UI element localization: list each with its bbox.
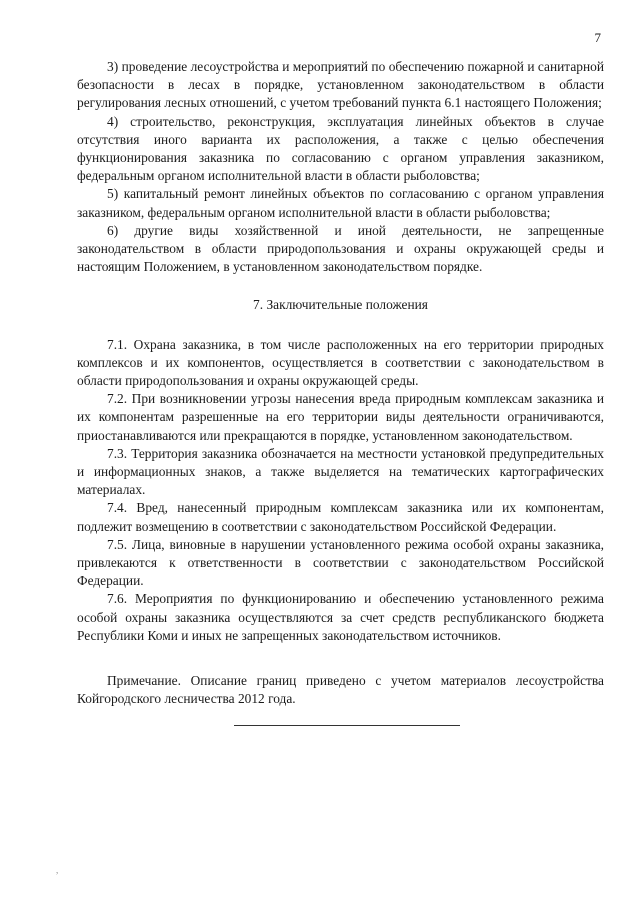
scan-mark: ,: [56, 865, 59, 875]
note-paragraph: Примечание. Описание границ приведено с учетом материалов лесоустройства Койгородского лесничества 2012 года.: [77, 673, 604, 707]
provision-paragraph: 7.1. Охрана заказника, в том числе расположенных на его территории природных комплексов и их компонентов, осуществляется в соответствии с законодательством в области природопользования и охраны окружающей среды.: [77, 336, 604, 389]
page-number: 7: [594, 30, 601, 45]
provision-paragraph: 7.2. При возникновении угрозы нанесения вреда природным комплексам заказника и их компонентам разрешенные на его территории виды деятельности ограничиваются, приостанавливаются или прекращаются в порядке, установленном законодательством.: [77, 391, 604, 443]
provision-paragraph: 7.4. Вред, нанесенный природным комплексам заказника или их компонентам, подлежит возмещению в соответствии с законодательством Российской Федерации.: [77, 500, 604, 534]
permitted-activities-list: [77, 58, 604, 276]
closing-rule: [234, 725, 460, 726]
final-provisions: [77, 336, 604, 645]
provision-paragraph: 7.3. Территория заказника обозначается на местности установкой предупредительных и информационных знаков, а также выделяется на тематических картографических материалах.: [77, 445, 604, 498]
list-item: 4) строительство, реконструкция, эксплуатация линейных объектов в случае отсутствия иного варианта их расположения, а также с целью обеспечения функционирования заказника по согласованию с органом управления заказником, федеральным органом исполнительной власти в области рыболовства;: [77, 113, 604, 184]
section-title: 7. Заключительные положения: [253, 297, 428, 313]
list-item: 3) проведение лесоустройства и мероприятий по обеспечению пожарной и санитарной безопасности в лесах в порядке, установленном законодательством в области регулирования лесных отношений, с учетом требований пункта 6.1 настоящего Положения;: [77, 59, 604, 111]
provision-paragraph: 7.5. Лица, виновные в нарушении установленного режима особой охраны заказника, привлекаются к ответственности в соответствии с законодательством Российской Федерации.: [77, 536, 604, 589]
provision-paragraph: 7.6. Мероприятия по функционированию и обеспечению установленного режима особой охраны заказника осуществляются за счет средств республиканского бюджета Республики Коми и иных не запрещенных законодательством источников.: [77, 591, 604, 643]
list-item: 6) другие виды хозяйственной и иной деятельности, не запрещенные законодательством в области природопользования и охраны окружающей среды и настоящим Положением, в установленном законодательством порядке.: [77, 222, 604, 275]
list-item: 5) капитальный ремонт линейных объектов по согласованию с органом управления заказником, федеральным органом исполнительной власти в области рыболовства;: [77, 186, 604, 220]
document-body: [77, 58, 604, 726]
